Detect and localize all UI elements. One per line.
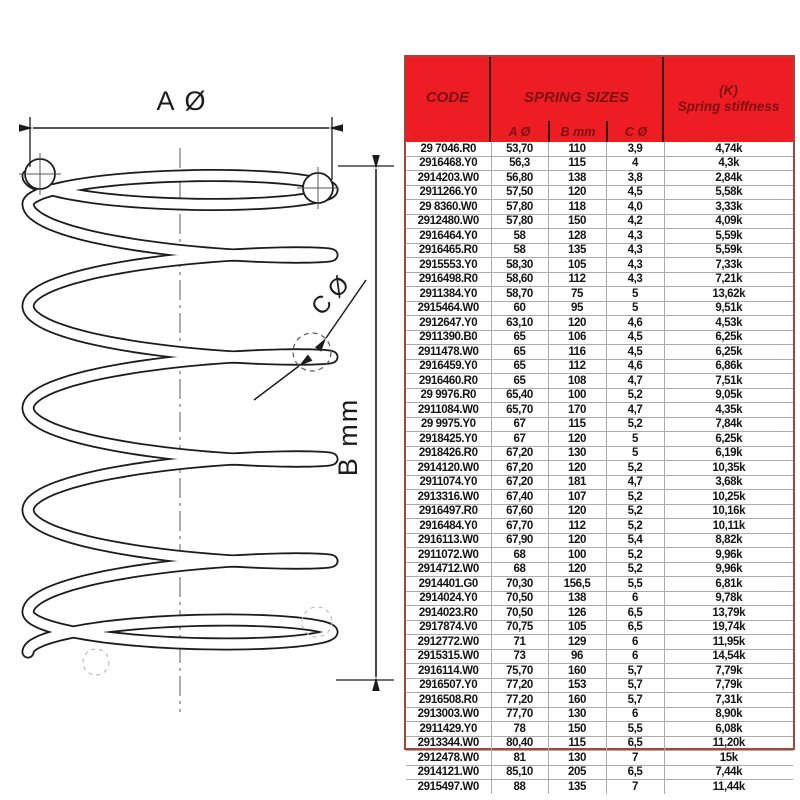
table-cell: 5,2: [606, 519, 664, 534]
table-row: [406, 359, 793, 374]
table-cell: 120: [548, 432, 606, 447]
table-cell: 4,0: [606, 200, 664, 215]
column-header-code: CODE: [406, 57, 491, 142]
table-row: [406, 490, 793, 505]
table-cell: 115: [548, 156, 606, 171]
table-cell: 150: [548, 214, 606, 229]
table-row: [406, 316, 793, 331]
table-cell: 2911429.Y0: [406, 722, 491, 737]
b-length-dimension: [333, 166, 394, 680]
table-cell: 135: [548, 243, 606, 258]
table-cell: 4,5: [606, 185, 664, 200]
table-cell: 130: [548, 751, 606, 766]
table-cell: 56,3: [491, 156, 548, 171]
table-cell: 112: [548, 359, 606, 374]
table-cell: 9,96k: [664, 548, 793, 563]
table-cell: 70,75: [491, 620, 548, 635]
table-cell: 9,78k: [664, 591, 793, 606]
table-cell: 2912480.W0: [406, 214, 491, 229]
table-cell: 2911074.Y0: [406, 475, 491, 490]
table-cell: 2915315.W0: [406, 649, 491, 664]
table-cell: 5,7: [606, 678, 664, 693]
table-cell: 5,2: [606, 504, 664, 519]
sub-header-row: [491, 121, 662, 142]
table-cell: 5,5: [606, 722, 664, 737]
table-cell: 11,44k: [712, 780, 745, 793]
table-cell: 5: [606, 301, 664, 316]
table-cell: 65,40: [491, 388, 548, 403]
table-row: [406, 620, 793, 635]
table-cell: 5: [606, 446, 664, 461]
table-cell: 5,2: [606, 388, 664, 403]
stiffness-label-line2: Spring stiffness: [677, 99, 780, 114]
table-row: [406, 171, 793, 186]
table-cell: 13,79k: [664, 606, 793, 621]
column-header-stiffness: [664, 57, 793, 142]
table-cell: 4: [606, 156, 664, 171]
table-cell: 2911384.Y0: [406, 287, 491, 302]
table-row: [406, 461, 793, 476]
table-cell: 2914712.W0: [406, 562, 491, 577]
table-cell: 2916113.W0: [406, 533, 491, 548]
sub-header-a: A Ø: [508, 124, 531, 139]
table-cell: 19,74k: [664, 620, 793, 635]
table-cell: 14,54k: [664, 649, 793, 664]
b-length-label: B mm: [333, 397, 363, 477]
table-cell: 2913316.W0: [406, 490, 491, 505]
table-row: [406, 519, 793, 534]
table-row: [406, 736, 793, 751]
table-cell: 11,20k: [664, 736, 793, 751]
table-cell: 29 9975.Y0: [406, 417, 491, 432]
table-cell: 4,5: [606, 330, 664, 345]
table-row: [406, 301, 793, 316]
table-cell: 128: [548, 229, 606, 244]
table-cell: 58,60: [491, 272, 548, 287]
table-cell: 7,79k: [664, 664, 793, 679]
table-cell: 107: [548, 490, 606, 505]
table-cell: 130: [548, 446, 606, 461]
table-cell: 5,2: [606, 548, 664, 563]
table-row: [406, 678, 793, 693]
table-cell: 181: [548, 475, 606, 490]
table-row: [406, 345, 793, 360]
table-cell: 6,86k: [664, 359, 793, 374]
table-row: [406, 272, 793, 287]
table-row: [406, 330, 793, 345]
table-cell: 115: [548, 417, 606, 432]
table-cell: 2911478.W0: [406, 345, 491, 360]
table-row: [406, 229, 793, 244]
table-cell: 5,2: [606, 461, 664, 476]
table-cell: 65: [491, 374, 548, 389]
table-row: [406, 548, 793, 563]
table-row: [406, 591, 793, 606]
table-cell: 5,2: [606, 490, 664, 505]
table-cell: 4,3: [606, 229, 664, 244]
table-cell: 67,20: [491, 475, 548, 490]
table-cell: 4,35k: [664, 403, 793, 418]
spring-table: [404, 55, 795, 793]
c-diameter-callout: [254, 271, 366, 400]
sub-header-c: C Ø: [606, 121, 664, 142]
table-cell: 129: [548, 635, 606, 650]
table-row: [406, 780, 793, 794]
table-cell: 56,80: [491, 171, 548, 186]
table-cell: 7,33k: [664, 258, 793, 273]
table-cell: 112: [548, 272, 606, 287]
table-row: [406, 722, 793, 737]
table-cell: 65: [491, 330, 548, 345]
table-cell: 5: [606, 287, 664, 302]
table-cell: 6,08k: [664, 722, 793, 737]
a-diameter-dimension: [30, 86, 332, 180]
table-cell: 5,2: [606, 417, 664, 432]
table-cell: 120: [548, 461, 606, 476]
table-cell: 170: [548, 403, 606, 418]
table-cell: 6,5: [606, 620, 664, 635]
table-cell: 5: [606, 432, 664, 447]
table-cell: 5,2: [606, 562, 664, 577]
table-cell: 67,20: [491, 446, 548, 461]
table-cell: 120: [548, 316, 606, 331]
table-cell: 65: [491, 345, 548, 360]
table-cell: 2917874.V0: [406, 620, 491, 635]
table-cell: 2914121.W0: [406, 765, 491, 780]
table-cell: 67,60: [491, 504, 548, 519]
table-cell: 6,25k: [664, 345, 793, 360]
hidden-wire-arc: [83, 649, 109, 675]
table-cell: 9,51k: [664, 301, 793, 316]
table-cell: 4,74k: [664, 142, 793, 156]
table-cell: 112: [548, 519, 606, 534]
table-cell: 3,33k: [664, 200, 793, 215]
column-header-spring-sizes: SPRING SIZES: [523, 89, 630, 106]
table-cell: 7,84k: [664, 417, 793, 432]
table-cell: 2916508.R0: [406, 693, 491, 708]
table-cell: 7: [606, 780, 664, 794]
table-cell: 53,70: [491, 142, 548, 156]
table-cell: 2915553.Y0: [406, 258, 491, 273]
table-cell: 138: [548, 171, 606, 186]
table-cell: 6: [606, 635, 664, 650]
table-cell: 6,19k: [664, 446, 793, 461]
table-row: [406, 287, 793, 302]
table-row: [406, 214, 793, 229]
table-cell: 57,80: [491, 200, 548, 215]
table-cell: 6,81k: [664, 577, 793, 592]
table-cell: 60: [491, 301, 548, 316]
table-cell: 2914120.W0: [406, 461, 491, 476]
table-cell: 68: [491, 548, 548, 563]
c-diameter-label: C Ø: [306, 271, 355, 321]
table-cell: 29 8360.W0: [406, 200, 491, 215]
table-cell: 77,20: [491, 678, 548, 693]
table-cell: 2916460.R0: [406, 374, 491, 389]
table-cell: 5,7: [606, 664, 664, 679]
table-body: [406, 142, 793, 794]
table-cell: 2912478.W0: [406, 751, 491, 766]
table-cell: 71: [491, 635, 548, 650]
table-row: [406, 504, 793, 519]
table-cell: 2916114.W0: [406, 664, 491, 679]
table-cell: 2,84k: [664, 171, 793, 186]
table-cell: 6: [606, 707, 664, 722]
table-cell: 2918426.R0: [406, 446, 491, 461]
table-cell: 2912772.W0: [406, 635, 491, 650]
table-cell: 29 9976.R0: [406, 388, 491, 403]
table-cell: 4,09k: [664, 214, 793, 229]
table-cell: 106: [548, 330, 606, 345]
table-cell: 4,6: [606, 316, 664, 331]
table-cell: 6: [606, 591, 664, 606]
table-cell: 2914203.W0: [406, 171, 491, 186]
table-cell: 7,21k: [664, 272, 793, 287]
table-cell: 2911072.W0: [406, 548, 491, 563]
table-cell: 160: [548, 693, 606, 708]
table-cell: 77,70: [491, 707, 548, 722]
table-row: [406, 562, 793, 577]
table-cell: 4,7: [606, 475, 664, 490]
table-cell: 4,3: [606, 272, 664, 287]
a-diameter-label: A Ø: [156, 86, 208, 116]
table-cell: 4,7: [606, 374, 664, 389]
table-cell: 2915497.W0: [406, 780, 491, 794]
table-row: [406, 185, 793, 200]
table-cell: 58,70: [491, 287, 548, 302]
table-cell: 4,5: [606, 345, 664, 360]
table-row: [406, 403, 793, 418]
table-cell: 67,40: [491, 490, 548, 505]
table-cell: 2916459.Y0: [406, 359, 491, 374]
table-cell: 8,90k: [664, 707, 793, 722]
table-cell: 5,59k: [664, 243, 793, 258]
table-cell: 120: [548, 562, 606, 577]
table-cell: 58,30: [491, 258, 548, 273]
stiffness-label-line1: (K): [719, 83, 738, 98]
table-cell: 100: [548, 548, 606, 563]
table-cell: 2911266.Y0: [406, 185, 491, 200]
table-cell: 77,20: [491, 693, 548, 708]
table-cell: 9,96k: [664, 562, 793, 577]
table-cell: 116: [548, 345, 606, 360]
table-row: [406, 751, 793, 766]
column-group-spring-sizes: [491, 57, 664, 142]
table-cell: 5,58k: [664, 185, 793, 200]
table-cell: 5,4: [606, 533, 664, 548]
table-cell: 96: [548, 649, 606, 664]
table-row: [406, 142, 793, 156]
table-cell: 58: [491, 229, 548, 244]
table-row: [406, 475, 793, 490]
table-cell: 2911084.W0: [406, 403, 491, 418]
table-cell: 11,95k: [664, 635, 793, 650]
table-cell: 10,11k: [664, 519, 793, 534]
table-cell: 10,25k: [664, 490, 793, 505]
table-cell: 88: [491, 780, 548, 794]
table-cell: 7: [606, 751, 664, 766]
table-cell: 115: [548, 736, 606, 751]
table-cell: 3,68k: [664, 475, 793, 490]
table-row: [406, 649, 793, 664]
table-cell: 65: [491, 359, 548, 374]
table-row: [406, 577, 793, 592]
table-cell: 10,16k: [664, 504, 793, 519]
table-row: [406, 388, 793, 403]
table-row: [406, 707, 793, 722]
table-cell: 70,50: [491, 606, 548, 621]
table-cell: 2914024.Y0: [406, 591, 491, 606]
table-header: [406, 57, 793, 142]
table-cell: 2916498.R0: [406, 272, 491, 287]
table-cell: 15k: [664, 751, 793, 766]
table-cell: 2913003.W0: [406, 707, 491, 722]
table-cell: 3,8: [606, 171, 664, 186]
table-cell: 4,2: [606, 214, 664, 229]
table-cell: 6,5: [606, 736, 664, 751]
table-cell: 68: [491, 562, 548, 577]
table-cell: 8,82k: [664, 533, 793, 548]
table-cell: 156,5: [548, 577, 606, 592]
table-cell: 70,30: [491, 577, 548, 592]
table-cell: 2916468.Y0: [406, 156, 491, 171]
table-cell: 126: [548, 606, 606, 621]
table-cell: 2912647.Y0: [406, 316, 491, 331]
table-cell: 29 7046.R0: [406, 142, 491, 156]
table-cell: 73: [491, 649, 548, 664]
table-cell: 67: [491, 417, 548, 432]
table-cell: 153: [548, 678, 606, 693]
table-cell: 2913344.W0: [406, 736, 491, 751]
table-row: [406, 258, 793, 273]
table-cell: 105: [548, 620, 606, 635]
table-cell: 205: [548, 765, 606, 780]
table-cell: 120: [548, 533, 606, 548]
table-cell: 6,5: [606, 606, 664, 621]
table-cell: 70,50: [491, 591, 548, 606]
table-cell: 105: [548, 258, 606, 273]
table-cell: 75: [548, 287, 606, 302]
table-cell: 67,70: [491, 519, 548, 534]
table-cell: 150: [548, 722, 606, 737]
table-cell: 85,10: [491, 765, 548, 780]
table-cell: 6,5: [606, 765, 664, 780]
sub-header-b: B mm: [548, 121, 606, 142]
table-row: [406, 693, 793, 708]
table-cell: 4,6: [606, 359, 664, 374]
table-cell: 2914023.R0: [406, 606, 491, 621]
table-row: [406, 156, 793, 171]
table-cell: 110: [548, 142, 606, 156]
table-cell: 135: [548, 780, 606, 794]
table-cell: 7,79k: [664, 678, 793, 693]
table-cell: 57,50: [491, 185, 548, 200]
table-cell: 13,62k: [664, 287, 793, 302]
table-cell: 95: [548, 301, 606, 316]
table-cell: 6: [606, 649, 664, 664]
table-row: [406, 533, 793, 548]
table-cell: 120: [548, 185, 606, 200]
table-cell: 2915464.W0: [406, 301, 491, 316]
table-cell: 63,10: [491, 316, 548, 331]
table-row: [406, 417, 793, 432]
table-cell: 10,35k: [664, 461, 793, 476]
table-cell: 65,70: [491, 403, 548, 418]
table-row: [406, 243, 793, 258]
table-cell: 81: [491, 751, 548, 766]
table-cell: 2916507.Y0: [406, 678, 491, 693]
table-cell: 2911390.B0: [406, 330, 491, 345]
table-cell: 2914401.G0: [406, 577, 491, 592]
table-row: [406, 432, 793, 447]
table-row: [406, 200, 793, 215]
table-cell: 118: [548, 200, 606, 215]
table-cell: 4,7: [606, 403, 664, 418]
table-cell: 2916497.R0: [406, 504, 491, 519]
table-cell: 100: [548, 388, 606, 403]
table-cell: 2918425.Y0: [406, 432, 491, 447]
table-cell: 5,59k: [664, 229, 793, 244]
table-cell: 6,25k: [664, 330, 793, 345]
table-cell: 2916464.Y0: [406, 229, 491, 244]
table-row: [406, 664, 793, 679]
table-cell: 5,7: [606, 693, 664, 708]
table-cell: 2916465.R0: [406, 243, 491, 258]
table-row: [406, 635, 793, 650]
table-cell: 130: [548, 707, 606, 722]
table-cell: 4,3: [606, 243, 664, 258]
table-cell: 108: [548, 374, 606, 389]
table-cell: 57,80: [491, 214, 548, 229]
table-cell: 120: [548, 504, 606, 519]
table-cell: 75,70: [491, 664, 548, 679]
table-cell: 7,51k: [664, 374, 793, 389]
table-cell: 138: [548, 591, 606, 606]
table-cell: 7,31k: [664, 693, 793, 708]
table-cell: 67: [491, 432, 548, 447]
table-cell: 67,20: [491, 461, 548, 476]
table-cell: 58: [491, 243, 548, 258]
table-cell: 5,5: [606, 577, 664, 592]
table-cell: 7,44k: [664, 765, 793, 780]
table-cell: 67,90: [491, 533, 548, 548]
table-cell: 4,3: [606, 258, 664, 273]
table-cell: 80,40: [491, 736, 548, 751]
table-cell: 160: [548, 664, 606, 679]
table-cell: 3,9: [606, 142, 664, 156]
table-cell: 4,3k: [664, 156, 793, 171]
table-row: [406, 606, 793, 621]
table-cell: 2916484.Y0: [406, 519, 491, 534]
table-cell: 9,05k: [664, 388, 793, 403]
table-row: [406, 446, 793, 461]
table-row: [406, 374, 793, 389]
table-cell: 4,53k: [664, 316, 793, 331]
table-cell: 78: [491, 722, 548, 737]
table-cell: 6,25k: [664, 432, 793, 447]
table-row: [406, 765, 793, 780]
spring-data-grid: [406, 142, 793, 794]
